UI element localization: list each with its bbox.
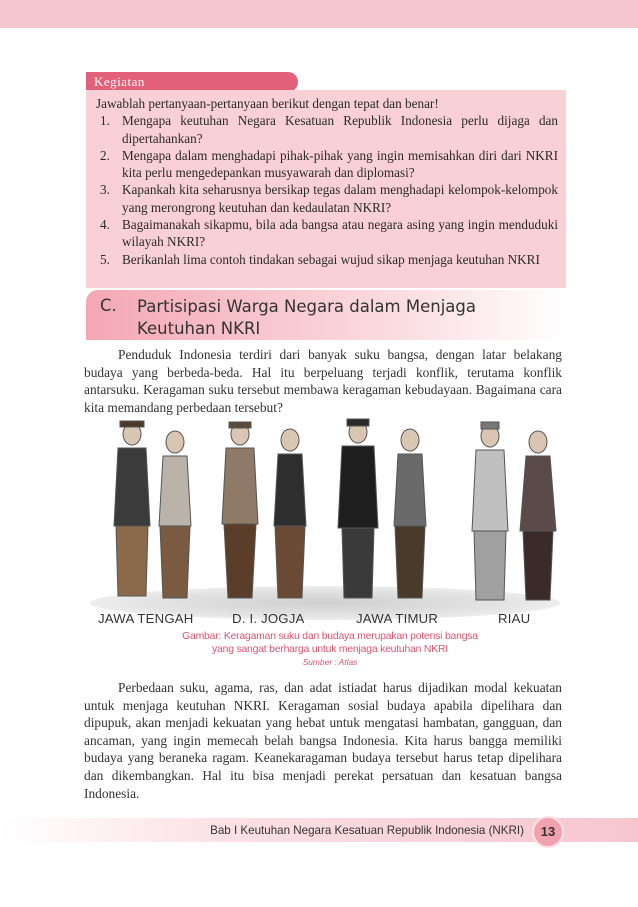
region-label-jawa-timur: JAWA TIMUR	[356, 611, 439, 626]
cultural-costume-figure	[90, 416, 560, 626]
activity-question: 3. Kapankah kita seharusnya bersikap tegas dalam menghadapi kelompok-kelompok yang merongrong keutuhan dan kedaulatan NKRI?	[100, 182, 558, 215]
person-figure	[222, 422, 258, 598]
paragraph-conclusion: Perbedaan suku, agama, ras, dan adat istiadat harus dijadikan modal kekuatan untuk menjaga keutuhan NKRI. Keragaman sosial budaya apabila dipelihara dan dipupuk, akan menjadi kekuatan yang hebat untuk mengatasi hambatan, gangguan, dan ancaman, yang ingin memecah belah bangsa Indonesia. Kita harus bangga memiliki budaya yang beraneka ragam. Keanekaragaman budaya tersebut harus tetap dipelihara dan dikembangkan. Hal itu bisa menjadi perekat persatuan dan kesatuan bangsa Indonesia.	[84, 680, 562, 801]
person-figure	[274, 429, 306, 598]
region-label-di-jogja: D. I. JOGJA	[232, 611, 305, 626]
activity-question: 5. Berikanlah lima contoh tindakan sebagai wujud sikap menjaga keutuhan NKRI	[100, 251, 540, 267]
page-number-badge: 13	[532, 816, 564, 848]
costume-illustration	[90, 416, 560, 616]
person-figure	[338, 419, 378, 598]
activity-instruction: Jawablah pertanyaan-pertanyaan berikut dengan tepat dan benar!	[96, 96, 439, 111]
figure-caption: Gambar: Keragaman suku dan budaya merupakan potensi bangsa yang sangat berharga untuk menjaga keutuhan NKRI	[182, 631, 478, 655]
section-title: Partisipasi Warga Negara dalam Menjaga Keutuhan NKRI	[137, 297, 476, 338]
person-figure	[394, 429, 426, 598]
region-label-jawa-tengah: JAWA TENGAH	[98, 611, 194, 626]
person-figure	[159, 431, 191, 598]
activity-box	[86, 90, 566, 288]
activity-question-list	[96, 112, 558, 268]
footer-chapter-title: Bab I Keutuhan Negara Kesatuan Republik Indonesia (NKRI)	[210, 824, 524, 837]
activity-question: 4. Bagaimanakah sikapmu, bila ada bangsa atau negara asing yang ingin menduduki wilayah NKRI?	[100, 217, 558, 250]
section-letter: C.	[100, 296, 117, 315]
figure-source: Sumber : Atlas	[302, 657, 358, 667]
paragraph-intro: Penduduk Indonesia terdiri dari banyak suku bangsa, dengan latar belakang budaya yang berbeda-beda. Hal itu berpeluang terjadi konflik, terutama konflik antarsuku. Keragaman suku tersebut membawa keragaman kebudayaan. Bagaimana cara kita memandang perbedaan tersebut?	[84, 347, 562, 415]
region-label-riau: RIAU	[498, 611, 531, 626]
person-figure	[472, 422, 508, 600]
activity-tab-label: Kegiatan	[86, 72, 298, 92]
top-color-band	[0, 0, 638, 28]
activity-question: 1. Mengapa keutuhan Negara Kesatuan Republik Indonesia perlu dijaga dan dipertahankan?	[100, 113, 558, 146]
person-figure	[520, 431, 556, 600]
activity-question: 2. Mengapa dalam menghadapi pihak-pihak yang ingin memisahkan diri dari NKRI kita perlu mengedepankan musyawarah dan diplomasi?	[100, 147, 558, 181]
person-figure	[114, 421, 150, 596]
